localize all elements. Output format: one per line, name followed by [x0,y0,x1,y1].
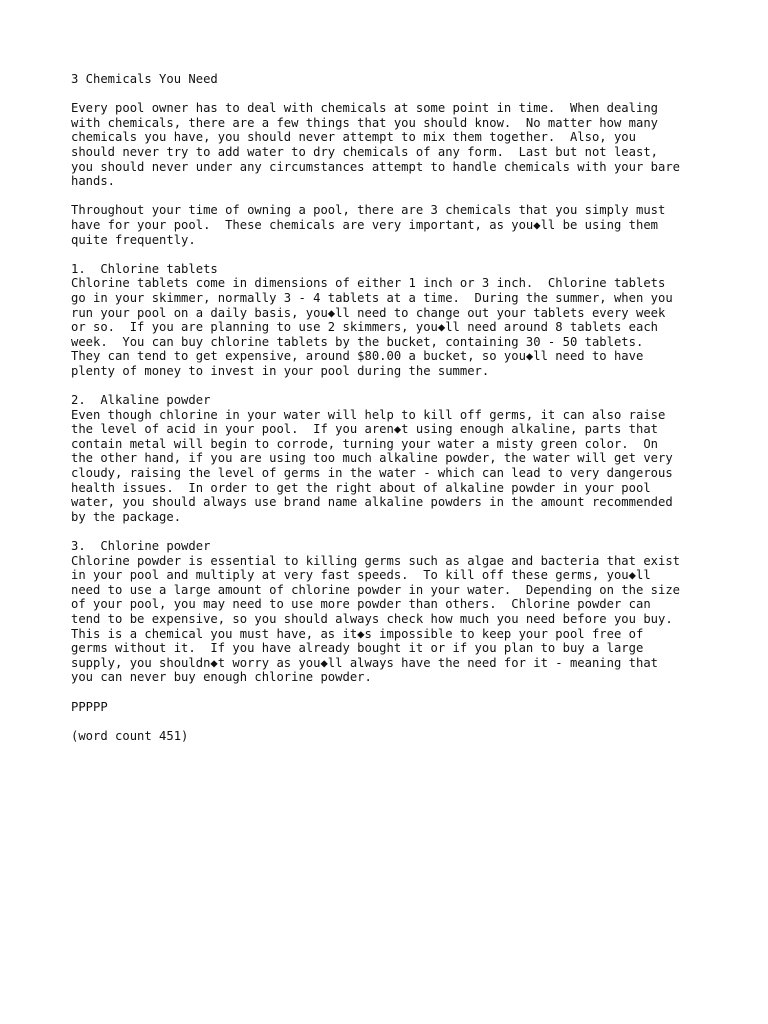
text-line: health issues. In order to get the right about of alkaline powder in your pool [71,480,651,495]
text-line: plenty of money to invest in your pool during the summer. [71,363,490,378]
footer-marks: PPPPP [71,699,108,714]
text-line: supply, you shouldn◆t worry as you◆ll always have the need for it - meaning that [71,655,658,670]
spacer [71,524,711,539]
section-chlorine-powder [71,539,711,685]
text-line: run your pool on a daily basis, you◆ll need to change out your tablets every week [71,305,666,320]
spacer [71,247,711,262]
text-line: week. You can buy chlorine tablets by the bucket, containing 30 - 50 tablets. [71,334,644,349]
spacer [71,685,711,700]
text-line: need to use a large amount of chlorine powder in your water. Depending on the size [71,582,681,597]
text-line: germs without it. If you have already bought it or if you plan to buy a large [71,641,644,656]
text-line: should never try to add water to dry chemicals of any form. Last but not least, [71,144,658,159]
document-title: 3 Chemicals You Need [71,72,218,86]
section-alkaline-powder [71,393,711,524]
text-line: or so. If you are planning to use 2 skimmers, you◆ll need around 8 tablets each [71,320,658,335]
spacer [71,378,711,393]
spacer [71,714,711,729]
spacer [71,87,711,102]
text-line: you can never buy enough chlorine powder. [71,670,372,685]
intro-paragraph-2 [71,203,711,247]
text-line: quite frequently. [71,232,196,247]
text-line: Chlorine powder is essential to killing germs such as algae and bacteria that exist [71,553,681,568]
text-line: go in your skimmer, normally 3 - 4 tablets at a time. During the summer, when you [71,290,673,305]
text-line: cloudy, raising the level of germs in the water - which can lead to very dangerous [71,466,673,481]
text-line: you should never under any circumstances attempt to handle chemicals with your bare [71,159,681,174]
text-line: chemicals you have, you should never attempt to mix them together. Also, you [71,130,636,145]
section-chlorine-tablets [71,262,711,379]
text-line: of your pool, you may need to use more powder than others. Chlorine powder can [71,597,651,612]
text-line: in your pool and multiply at very fast speeds. To kill off these germs, you◆ll [71,568,651,583]
section-heading: 2. Alkaline powder [71,393,211,408]
text-line: have for your pool. These chemicals are very important, as you◆ll be using them [71,217,658,232]
text-line: by the package. [71,509,182,524]
text-line: This is a chemical you must have, as it◆s impossible to keep your pool free of [71,626,644,641]
text-line: water, you should always use brand name alkaline powders in the amount recommended [71,495,673,510]
word-count: (word count 451) [71,728,189,743]
intro-paragraph [71,101,711,189]
text-line: Even though chlorine in your water will help to kill off germs, it can also raise [71,407,666,422]
section-heading: 1. Chlorine tablets [71,261,218,276]
text-line: tend to be expensive, so you should always check how much you need before you buy. [71,611,673,626]
text-line: hands. [71,174,116,189]
spacer [71,189,711,204]
text-line: the other hand, if you are using too much alkaline powder, the water will get very [71,451,673,466]
document-page [71,72,711,743]
text-line: Chlorine tablets come in dimensions of either 1 inch or 3 inch. Chlorine tablets [71,276,666,291]
text-line: Throughout your time of owning a pool, there are 3 chemicals that you simply must [71,203,666,218]
text-line: contain metal will begin to corrode, turning your water a misty green color. On [71,436,658,451]
text-line: the level of acid in your pool. If you aren◆t using enough alkaline, parts that [71,422,658,437]
text-line: Every pool owner has to deal with chemicals at some point in time. When dealing [71,101,658,116]
section-heading: 3. Chlorine powder [71,539,211,553]
text-line: with chemicals, there are a few things that you should know. No matter how many [71,115,658,130]
text-line: They can tend to get expensive, around $80.00 a bucket, so you◆ll need to have [71,349,644,364]
